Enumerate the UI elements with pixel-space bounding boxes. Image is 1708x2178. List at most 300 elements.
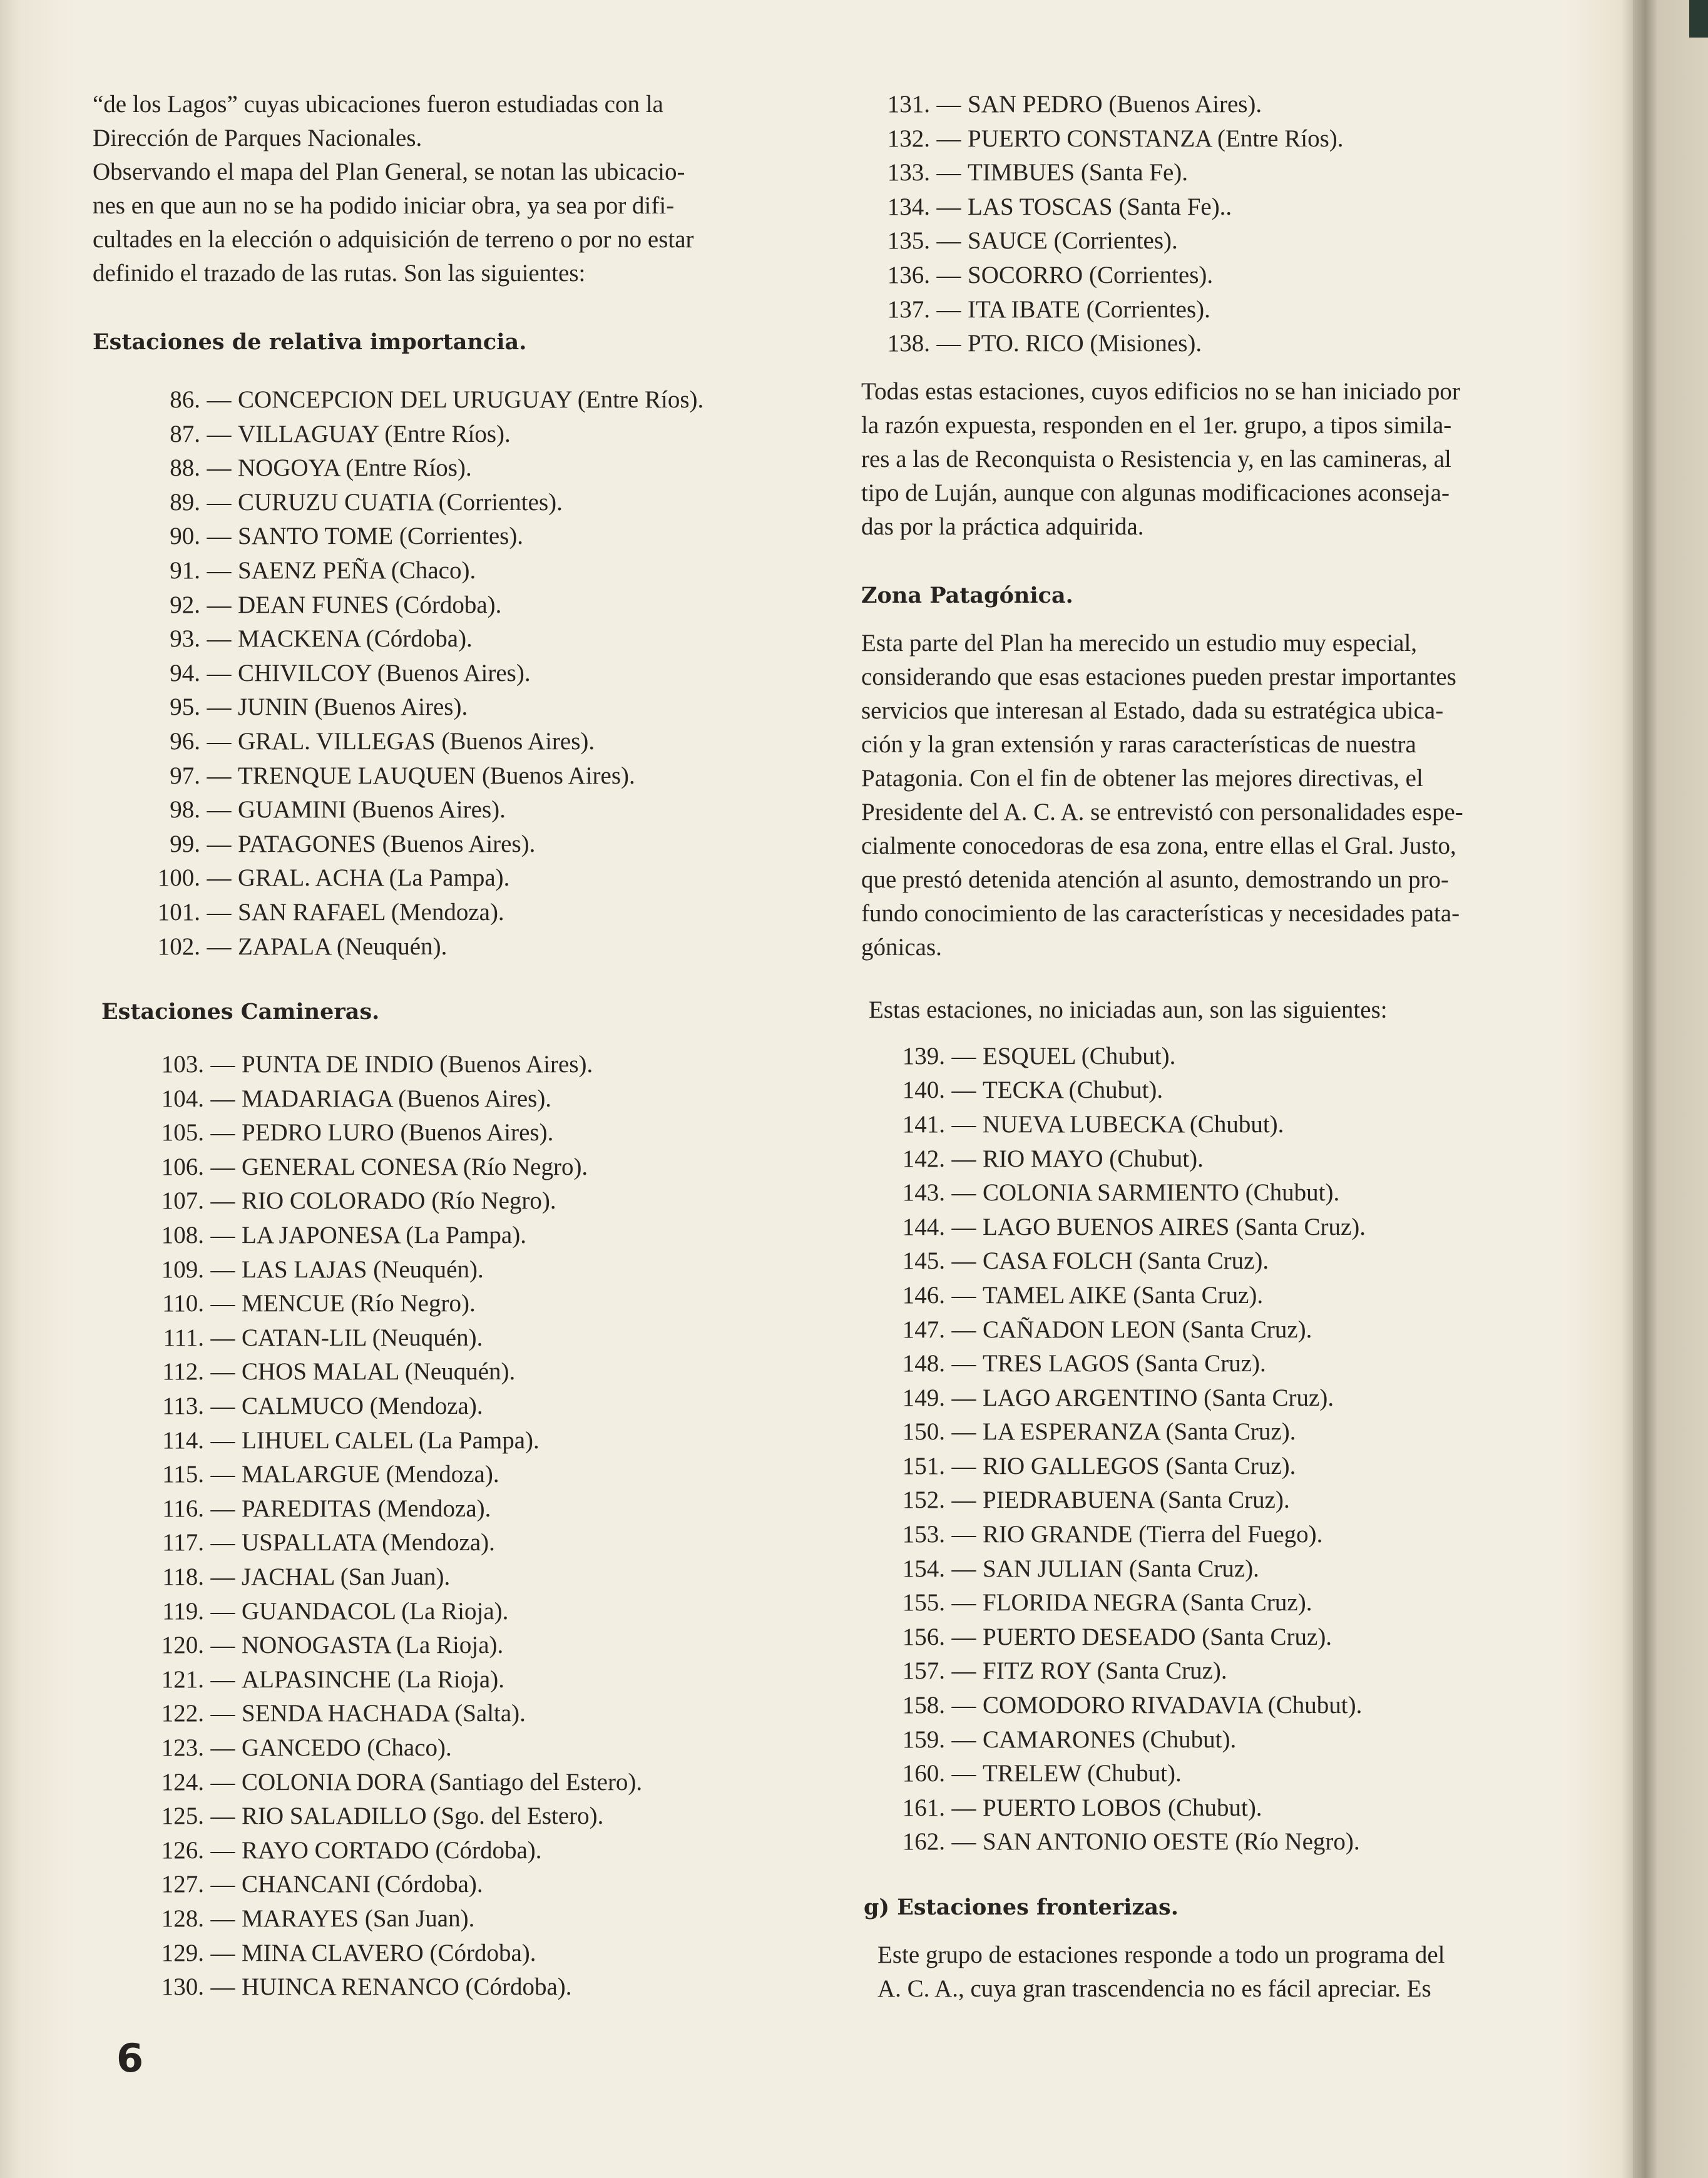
station-number: 129. (161, 1939, 204, 1966)
station-dash: — (210, 1358, 235, 1386)
station-name: CHOS MALAL (Neuquén). (242, 1358, 516, 1386)
station-number: 86. (170, 386, 200, 413)
station-dash: — (207, 386, 232, 413)
station-dash: — (207, 762, 232, 789)
station-dash: — (207, 864, 232, 892)
station-item (876, 1244, 1572, 1279)
text-line: servicios que interesan al Estado, dada su estratégica ubica- (861, 697, 1444, 724)
station-item (876, 1791, 1572, 1826)
estas-intro-line: Estas estaciones, no iniciadas aun, son las siguientes: (869, 996, 1388, 1023)
station-dash: — (207, 727, 232, 755)
station-dash: — (951, 1042, 976, 1070)
station-item (861, 88, 1572, 122)
station-item (876, 1449, 1572, 1484)
section-heading-patagonica: Zona Patagónica. (861, 582, 1073, 608)
station-number: 148. (902, 1350, 945, 1378)
station-name: PUERTO DESEADO (Santa Cruz). (983, 1623, 1332, 1650)
text-line: fundo conocimiento de las características y necesidades pata- (861, 899, 1460, 927)
station-name: GUANDACOL (La Rioja). (242, 1597, 509, 1625)
station-name: CURUZU CUATIA (Corrientes). (238, 488, 563, 516)
station-dash: — (210, 1597, 235, 1625)
station-item (876, 1313, 1572, 1347)
station-number: 115. (162, 1461, 204, 1488)
station-item (861, 156, 1572, 190)
station-name: RIO GRANDE (Tierra del Fuego). (983, 1521, 1323, 1548)
station-number: 101. (157, 898, 200, 926)
station-number: 111. (163, 1324, 204, 1351)
station-name: ZAPALA (Neuquén). (238, 933, 447, 960)
cover-edge-strip (1689, 0, 1708, 38)
station-item (876, 1176, 1572, 1210)
station-item (128, 1321, 806, 1356)
station-name: MINA CLAVERO (Córdoba). (242, 1939, 536, 1966)
text-line: gónicas. (861, 933, 942, 961)
station-number: 130. (161, 1973, 204, 2001)
station-name: LAS LAJAS (Neuquén). (242, 1255, 484, 1283)
station-name: LAS TOSCAS (Santa Fe).. (968, 193, 1232, 220)
text-line: Patagonia. Con el fin de obtener las mejores directivas, el (861, 764, 1423, 792)
station-item (128, 1766, 806, 1800)
station-dash: — (951, 1316, 976, 1343)
station-dash: — (951, 1350, 976, 1378)
station-number: 98. (170, 796, 200, 824)
station-number: 136. (887, 261, 930, 289)
station-name: SOCORRO (Corrientes). (968, 261, 1214, 289)
station-item (124, 417, 806, 452)
station-number: 127. (161, 1871, 204, 1898)
station-dash: — (210, 1324, 235, 1351)
station-number: 114. (162, 1426, 204, 1454)
station-dash: — (951, 1589, 976, 1617)
station-dash: — (951, 1555, 976, 1582)
station-item (128, 1048, 806, 1082)
station-number: 159. (902, 1726, 945, 1753)
station-dash: — (951, 1692, 976, 1719)
station-name: RIO MAYO (Chubut). (983, 1145, 1204, 1172)
station-dash: — (951, 1486, 976, 1514)
text-line: “de los Lagos” cuyas ubicaciones fueron estudiadas con la (93, 91, 663, 118)
station-dash: — (207, 659, 232, 687)
station-item (876, 1757, 1572, 1791)
station-number: 158. (902, 1692, 945, 1719)
station-number: 134. (887, 193, 930, 220)
station-dash: — (210, 1665, 235, 1693)
text-line: nes en que aun no se ha podido iniciar obra, ya sea por difi- (93, 192, 675, 219)
station-name: VILLAGUAY (Entre Ríos). (238, 420, 511, 447)
text-line: ción y la gran extensión y raras características de nuestra (861, 730, 1416, 758)
station-dash: — (207, 933, 232, 960)
station-dash: — (210, 1904, 235, 1932)
text-line: la razón expuesta, responden en el 1er. grupo, a tipos simila- (861, 411, 1452, 439)
station-name: TIMBUES (Santa Fe). (968, 159, 1189, 187)
station-dash: — (951, 1521, 976, 1548)
station-dash: — (210, 1563, 235, 1590)
station-dash: — (210, 1802, 235, 1830)
station-item (876, 1654, 1572, 1689)
station-number: 88. (170, 454, 200, 482)
station-number: 146. (902, 1281, 945, 1309)
text-line: cultades en la elección o adquisición de terreno o por no estar (93, 226, 694, 253)
station-number: 96. (170, 727, 200, 755)
station-dash: — (951, 1794, 976, 1821)
station-item (128, 1082, 806, 1117)
station-name: SAN RAFAEL (Mendoza). (238, 898, 504, 926)
station-item (128, 1287, 806, 1321)
station-item (876, 1415, 1572, 1449)
station-item (128, 1253, 806, 1287)
station-dash: — (210, 1153, 235, 1180)
station-number: 147. (902, 1316, 945, 1343)
station-dash: — (951, 1623, 976, 1650)
text-line: tipo de Luján, aunque con algunas modificaciones aconseja- (861, 479, 1450, 506)
station-number: 150. (902, 1418, 945, 1446)
station-item (128, 1970, 806, 2005)
station-item (124, 896, 806, 930)
page-number: 6 (116, 2035, 144, 2081)
station-item (861, 224, 1572, 258)
station-number: 117. (162, 1529, 204, 1557)
station-dash: — (951, 1828, 976, 1856)
station-item (128, 1731, 806, 1766)
station-name: ALPASINCHE (La Rioja). (242, 1665, 504, 1693)
station-name: NUEVA LUBECKA (Chubut). (983, 1110, 1284, 1138)
station-item (861, 293, 1572, 327)
section-heading-relativa: Estaciones de relativa importancia. (93, 329, 527, 355)
station-number: 140. (902, 1076, 945, 1104)
station-item (876, 1108, 1572, 1142)
text-line: das por la práctica adquirida. (861, 513, 1144, 540)
station-item (124, 759, 806, 794)
station-number: 151. (902, 1452, 945, 1480)
station-item (128, 1697, 806, 1731)
station-number: 137. (887, 295, 930, 323)
station-dash: — (210, 1187, 235, 1215)
station-number: 135. (887, 227, 930, 255)
station-item (124, 861, 806, 896)
station-dash: — (951, 1281, 976, 1309)
camineras-station-list (128, 1048, 806, 2005)
station-name: CALMUCO (Mendoza). (242, 1393, 483, 1420)
station-item (876, 1210, 1572, 1245)
station-number: 121. (161, 1665, 204, 1693)
station-number: 153. (902, 1521, 945, 1548)
camineras-continued-list (861, 88, 1572, 361)
station-number: 142. (902, 1145, 945, 1172)
station-name: TRELEW (Chubut). (983, 1760, 1182, 1787)
station-dash: — (951, 1657, 976, 1685)
station-dash: — (936, 227, 961, 255)
station-dash: — (210, 1939, 235, 1966)
station-item (128, 1868, 806, 1902)
station-dash: — (210, 1051, 235, 1078)
station-name: CHANCANI (Córdoba). (242, 1871, 483, 1898)
station-number: 141. (902, 1110, 945, 1138)
station-dash: — (207, 591, 232, 618)
station-name: SANTO TOME (Corrientes). (238, 523, 524, 550)
station-name: MARAYES (San Juan). (242, 1904, 475, 1932)
relativa-station-list (124, 383, 806, 964)
text-line: Observando el mapa del Plan General, se notan las ubicacio- (93, 158, 685, 185)
station-item (861, 327, 1572, 361)
station-dash: — (210, 1393, 235, 1420)
right-column (861, 88, 1572, 2006)
patagonica-paragraph (861, 626, 1572, 964)
station-name: HUINCA RENANCO (Córdoba). (242, 1973, 572, 2001)
station-dash: — (951, 1384, 976, 1411)
station-item (876, 1620, 1572, 1655)
station-item (128, 1184, 806, 1219)
station-dash: — (951, 1760, 976, 1787)
station-name: CHIVILCOY (Buenos Aires). (238, 659, 531, 687)
station-name: PUNTA DE INDIO (Buenos Aires). (242, 1051, 593, 1078)
station-name: SAENZ PEÑA (Chaco). (238, 556, 476, 584)
station-number: 126. (161, 1836, 204, 1864)
station-name: RIO SALADILLO (Sgo. del Estero). (242, 1802, 604, 1830)
station-item (128, 1219, 806, 1253)
station-number: 94. (170, 659, 200, 687)
station-name: TRES LAGOS (Santa Cruz). (983, 1350, 1266, 1378)
station-item (124, 451, 806, 486)
station-name: PIEDRABUENA (Santa Cruz). (983, 1486, 1290, 1514)
station-number: 107. (161, 1187, 204, 1215)
station-name: SENDA HACHADA (Salta). (242, 1700, 526, 1727)
station-item (128, 1663, 806, 1697)
station-dash: — (951, 1418, 976, 1446)
page-binding-edge (1633, 0, 1708, 2178)
station-dash: — (951, 1145, 976, 1172)
station-item (124, 383, 806, 417)
station-number: 91. (170, 556, 200, 584)
station-dash: — (951, 1726, 976, 1753)
station-number: 154. (902, 1555, 945, 1582)
station-number: 102. (157, 933, 200, 960)
text-line: definido el trazado de las rutas. Son las siguientes: (93, 260, 586, 287)
station-name: TAMEL AIKE (Santa Cruz). (983, 1281, 1264, 1309)
station-number: 97. (170, 762, 200, 789)
station-number: 149. (902, 1384, 945, 1411)
station-item (876, 1347, 1572, 1381)
station-dash: — (207, 625, 232, 653)
station-item (124, 930, 806, 964)
station-dash: — (207, 898, 232, 926)
station-name: DEAN FUNES (Córdoba). (238, 591, 502, 618)
station-dash: — (207, 454, 232, 482)
station-number: 123. (161, 1734, 204, 1761)
station-number: 160. (902, 1760, 945, 1787)
station-item (128, 1116, 806, 1150)
station-item (124, 622, 806, 657)
station-name: RAYO CORTADO (Córdoba). (242, 1836, 542, 1864)
station-item (128, 1834, 806, 1868)
station-dash: — (210, 1529, 235, 1557)
intro-paragraph (93, 88, 806, 290)
station-item (128, 1628, 806, 1663)
station-item (124, 588, 806, 623)
section-heading-camineras: Estaciones Camineras. (101, 999, 380, 1025)
station-item (861, 122, 1572, 156)
text-line: que prestó detenida atención al asunto, demostrando un pro- (861, 866, 1449, 893)
station-number: 104. (161, 1085, 204, 1112)
station-dash: — (210, 1734, 235, 1761)
station-number: 116. (162, 1495, 204, 1522)
station-item (124, 554, 806, 588)
station-name: CAMARONES (Chubut). (983, 1726, 1237, 1753)
station-number: 128. (161, 1904, 204, 1932)
station-dash: — (936, 91, 961, 118)
station-item (128, 1389, 806, 1424)
station-dash: — (210, 1495, 235, 1522)
station-item (124, 725, 806, 759)
station-dash: — (951, 1247, 976, 1275)
fronterizas-paragraph (877, 1938, 1572, 2006)
station-name: MALARGUE (Mendoza). (242, 1461, 499, 1488)
station-item (128, 1595, 806, 1629)
station-number: 108. (161, 1222, 204, 1249)
todas-paragraph (861, 375, 1572, 544)
station-number: 105. (161, 1119, 204, 1147)
station-name: PTO. RICO (Misiones). (968, 330, 1202, 357)
station-name: ITA IBATE (Corrientes). (968, 295, 1210, 323)
station-dash: — (207, 488, 232, 516)
station-item (124, 486, 806, 520)
station-name: PAREDITAS (Mendoza). (242, 1495, 491, 1522)
station-number: 89. (170, 488, 200, 516)
text-line: Esta parte del Plan ha merecido un estudio muy especial, (861, 629, 1418, 657)
station-dash: — (210, 1085, 235, 1112)
station-number: 157. (902, 1657, 945, 1685)
station-dash: — (936, 330, 961, 357)
station-dash: — (210, 1700, 235, 1727)
station-dash: — (936, 159, 961, 187)
station-number: 90. (170, 523, 200, 550)
station-item (876, 1723, 1572, 1757)
station-name: COLONIA SARMIENTO (Chubut). (983, 1179, 1340, 1207)
station-item (861, 190, 1572, 225)
station-name: NOGOYA (Entre Ríos). (238, 454, 472, 482)
station-item (876, 1689, 1572, 1723)
station-name: RIO COLORADO (Río Negro). (242, 1187, 556, 1215)
station-name: SAN PEDRO (Buenos Aires). (968, 91, 1262, 118)
station-name: CONCEPCION DEL URUGUAY (Entre Ríos). (238, 386, 704, 413)
station-dash: — (210, 1871, 235, 1898)
station-item (128, 1458, 806, 1492)
text-line: Dirección de Parques Nacionales. (93, 125, 422, 151)
station-number: 106. (161, 1153, 204, 1180)
station-number: 131. (887, 91, 930, 118)
station-item (128, 1799, 806, 1834)
station-number: 99. (170, 830, 200, 857)
station-dash: — (207, 830, 232, 857)
station-number: 155. (902, 1589, 945, 1617)
text-line: Todas estas estaciones, cuyos edificios no se han iniciado por (861, 377, 1460, 405)
station-item (876, 1586, 1572, 1620)
station-number: 156. (902, 1623, 945, 1650)
station-item (128, 1492, 806, 1526)
station-item (876, 1825, 1572, 1859)
station-name: GRAL. VILLEGAS (Buenos Aires). (238, 727, 595, 755)
station-name: GENERAL CONESA (Río Negro). (242, 1153, 588, 1180)
station-item (876, 1142, 1572, 1177)
station-name: NONOGASTA (La Rioja). (242, 1632, 504, 1659)
station-item (128, 1936, 806, 1971)
station-name: TRENQUE LAUQUEN (Buenos Aires). (238, 762, 635, 789)
station-dash: — (210, 1973, 235, 2001)
section-heading-fronterizas: g) Estaciones fronterizas. (864, 1894, 1179, 1920)
station-item (128, 1150, 806, 1185)
station-dash: — (210, 1632, 235, 1659)
station-dash: — (951, 1179, 976, 1207)
station-number: 133. (887, 159, 930, 187)
station-dash: — (210, 1426, 235, 1454)
station-item (124, 793, 806, 827)
station-number: 95. (170, 693, 200, 721)
station-name: RIO GALLEGOS (Santa Cruz). (983, 1452, 1296, 1480)
station-dash: — (207, 556, 232, 584)
text-line: A. C. A., cuya gran trascendencia no es fácil apreciar. Es (877, 1975, 1431, 2002)
text-line: res a las de Reconquista o Resistencia y, en las camineras, al (861, 445, 1451, 473)
station-item (128, 1355, 806, 1389)
station-item (124, 519, 806, 554)
station-name: LAGO BUENOS AIRES (Santa Cruz). (983, 1213, 1366, 1240)
station-dash: — (936, 295, 961, 323)
station-dash: — (951, 1213, 976, 1240)
station-name: CAÑADON LEON (Santa Cruz). (983, 1316, 1312, 1343)
station-dash: — (210, 1768, 235, 1796)
station-dash: — (951, 1076, 976, 1104)
station-item (876, 1552, 1572, 1587)
station-name: CASA FOLCH (Santa Cruz). (983, 1247, 1269, 1275)
station-name: SAUCE (Corrientes). (968, 227, 1178, 255)
station-name: PEDRO LURO (Buenos Aires). (242, 1119, 554, 1147)
station-item (128, 1560, 806, 1595)
station-number: 87. (170, 420, 200, 447)
station-name: USPALLATA (Mendoza). (242, 1529, 495, 1557)
station-dash: — (207, 420, 232, 447)
station-dash: — (936, 125, 961, 152)
station-name: ESQUEL (Chubut). (983, 1042, 1176, 1070)
station-number: 124. (161, 1768, 204, 1796)
station-number: 144. (902, 1213, 945, 1240)
text-line: considerando que esas estaciones pueden prestar importantes (861, 663, 1456, 690)
station-name: SAN ANTONIO OESTE (Río Negro). (983, 1828, 1360, 1856)
station-item (124, 690, 806, 725)
station-name: GUAMINI (Buenos Aires). (238, 796, 506, 824)
station-dash: — (210, 1255, 235, 1283)
station-name: PUERTO LOBOS (Chubut). (983, 1794, 1262, 1821)
station-number: 138. (887, 330, 930, 357)
station-name: PATAGONES (Buenos Aires). (238, 830, 536, 857)
station-dash: — (207, 796, 232, 824)
station-number: 125. (161, 1802, 204, 1830)
station-name: CATAN-LIL (Neuquén). (242, 1324, 483, 1351)
station-dash: — (207, 523, 232, 550)
station-dash: — (207, 693, 232, 721)
patagonica-station-list (876, 1040, 1572, 1859)
station-name: TECKA (Chubut). (983, 1076, 1163, 1104)
station-name: MACKENA (Córdoba). (238, 625, 473, 653)
station-number: 161. (902, 1794, 945, 1821)
station-name: LA ESPERANZA (Santa Cruz). (983, 1418, 1296, 1446)
station-item (861, 258, 1572, 293)
station-name: FLORIDA NEGRA (Santa Cruz). (983, 1589, 1312, 1617)
station-number: 145. (902, 1247, 945, 1275)
station-item (124, 827, 806, 862)
station-number: 120. (161, 1632, 204, 1659)
station-item (124, 657, 806, 691)
station-item (876, 1381, 1572, 1416)
station-number: 112. (162, 1358, 204, 1386)
station-number: 143. (902, 1179, 945, 1207)
